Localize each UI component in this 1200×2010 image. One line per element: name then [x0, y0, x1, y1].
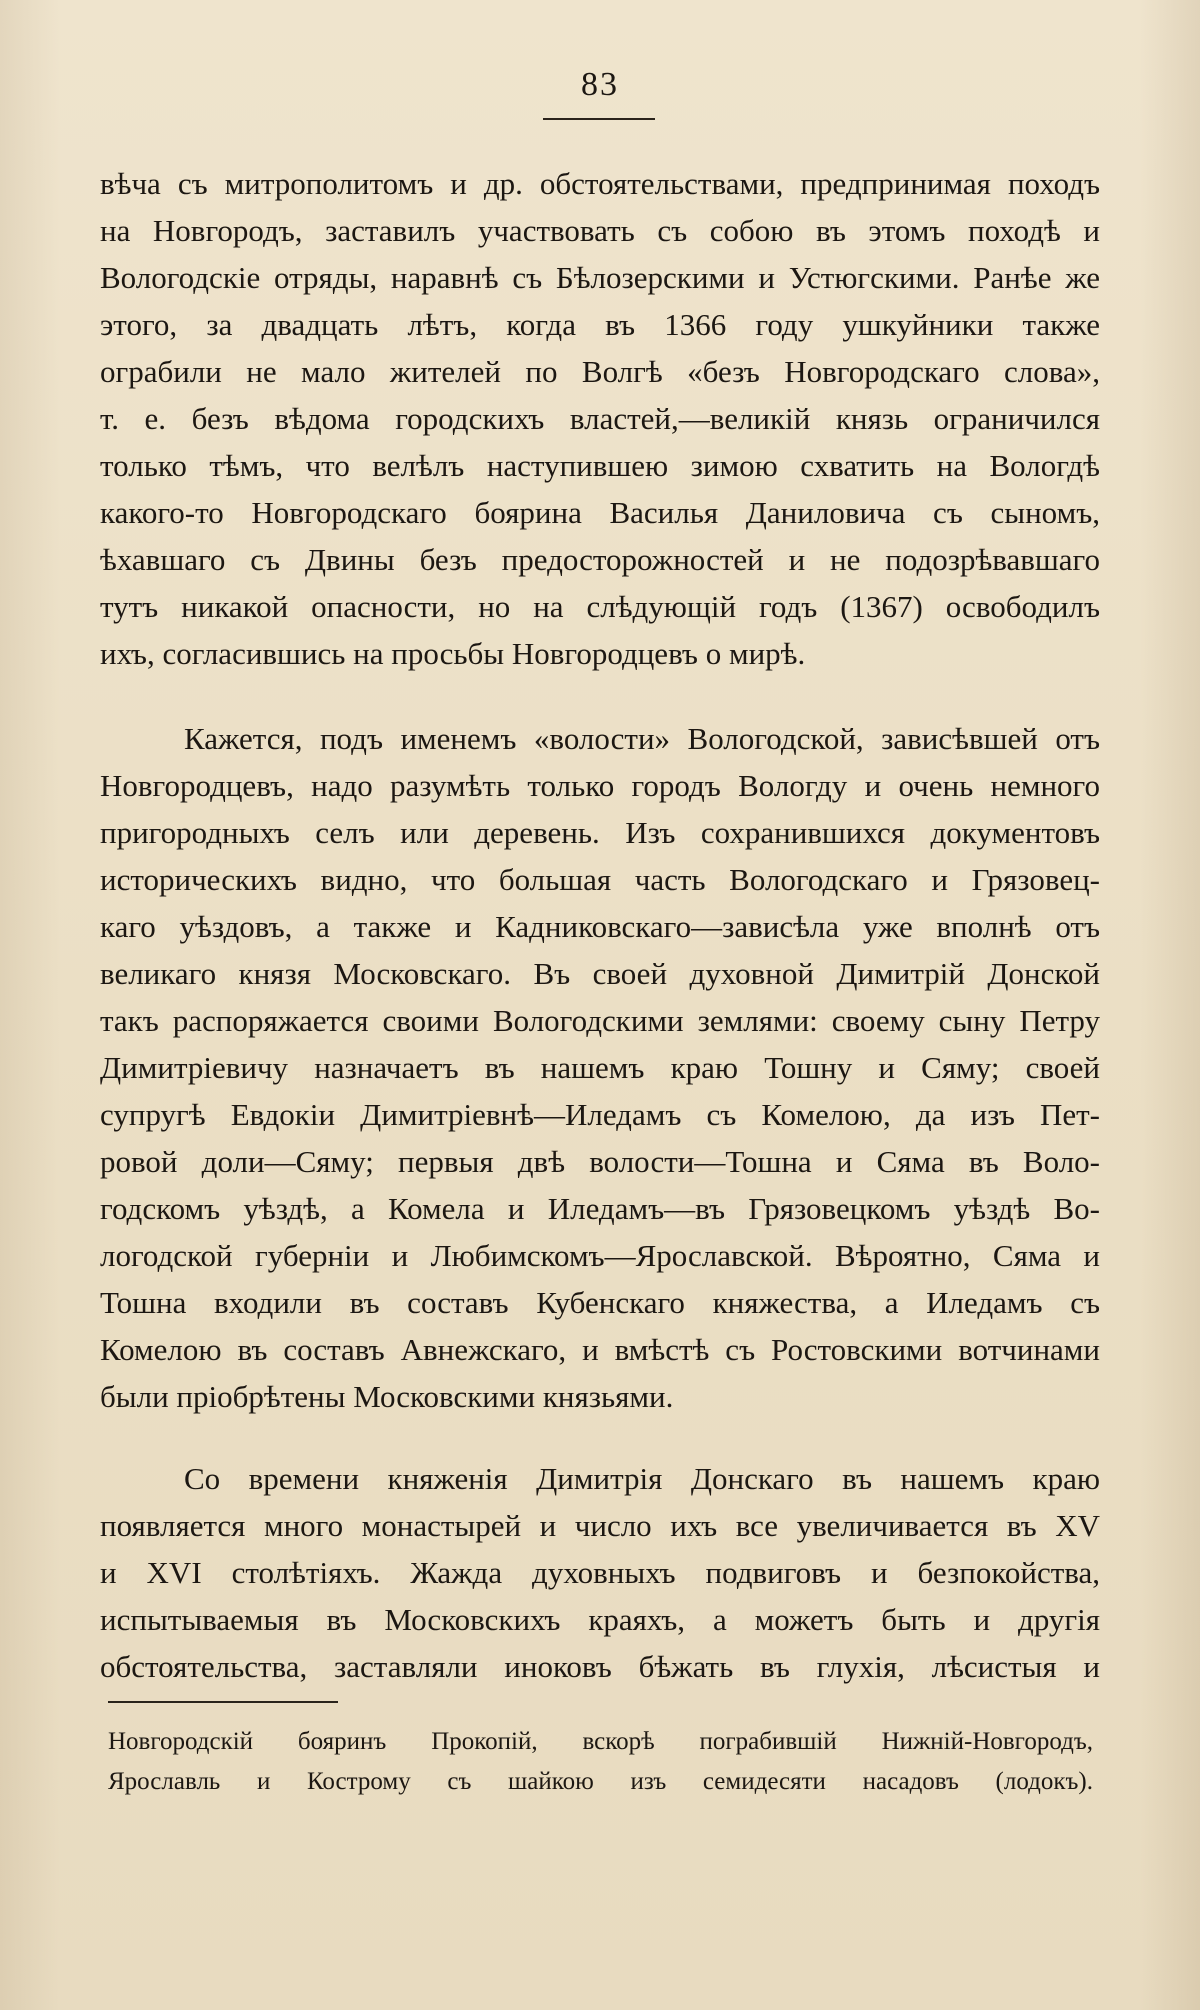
text-line: Со времени княженія Димитрія Донскаго въ нашемъ краю	[184, 1461, 1100, 1496]
text-line: Новгородцевъ, надо разумѣть только городъ Вологду и очень немного	[100, 768, 1100, 803]
text-line: только тѣмъ, что велѣлъ наступившею зимою схватить на Вологдѣ	[100, 448, 1100, 483]
text-line: появляется много монастырей и число ихъ все увеличивается въ XV	[100, 1508, 1100, 1543]
paragraph-2	[100, 715, 1100, 1420]
text-line: ограбили не мало жителей по Волгѣ «безъ Новгородскаго слова»,	[100, 354, 1100, 389]
text-line: были пріобрѣтены Московскими князьями.	[100, 1379, 674, 1414]
text-line: этого, за двадцать лѣтъ, когда въ 1366 году ушкуйники также	[100, 307, 1100, 342]
text-line: вѣча съ митрополитомъ и др. обстоятельствами, предпринимая походъ	[100, 166, 1100, 201]
text-line: Кажется, подъ именемъ «волости» Вологодской, зависѣвшей отъ	[184, 721, 1100, 756]
text-line: испытываемыя въ Московскихъ краяхъ, а можетъ быть и другія	[100, 1602, 1100, 1637]
paragraph-3	[100, 1455, 1100, 1690]
footnote	[108, 1722, 1093, 1802]
text-line: годскомъ уѣздѣ, а Комела и Иледамъ—въ Грязовецкомъ уѣздѣ Во-	[100, 1191, 1100, 1226]
text-line: каго уѣздовъ, а также и Кадниковскаго—зависѣла уже вполнѣ отъ	[100, 909, 1100, 944]
text-line: ѣхавшаго съ Двины безъ предосторожностей и не подозрѣвавшаго	[100, 542, 1100, 577]
text-line: т. е. безъ вѣдома городскихъ властей,—великій князь ограничился	[100, 401, 1100, 436]
footnote-line: Ярославль и Кострому съ шайкою изъ семидесяти насадовъ (лодокъ).	[108, 1768, 1093, 1795]
footnote-rule	[108, 1701, 338, 1703]
text-line: великаго князя Московскаго. Въ своей духовной Димитрій Донской	[100, 956, 1100, 991]
text-line: какого-то Новгородскаго боярина Василья Даниловича съ сыномъ,	[100, 495, 1100, 530]
text-line: на Новгородъ, заставилъ участвовать съ собою въ этомъ походѣ и	[100, 213, 1100, 248]
text-line: ихъ, согласившись на просьбы Новгородцевъ о мирѣ.	[100, 636, 806, 671]
page-number: 83	[581, 66, 619, 103]
text-line: логодской губерніи и Любимскомъ—Ярославской. Вѣроятно, Сяма и	[100, 1238, 1100, 1273]
text-line: ровой доли—Сяму; первыя двѣ волости—Тошна и Сяма въ Воло-	[100, 1144, 1100, 1179]
text-line: обстоятельства, заставляли иноковъ бѣжать въ глухія, лѣсистыя и	[100, 1649, 1100, 1684]
text-line: такъ распоряжается своими Вологодскими землями: своему сыну Петру	[100, 1003, 1100, 1038]
text-line: тутъ никакой опасности, но на слѣдующій годъ (1367) освободилъ	[100, 589, 1100, 624]
paragraph-1	[100, 160, 1100, 677]
text-line: Димитріевичу назначаетъ въ нашемъ краю Тошну и Сяму; своей	[100, 1050, 1100, 1085]
text-line: Тошна входили въ составъ Кубенскаго княжества, а Иледамъ съ	[100, 1285, 1100, 1320]
footnote-line: Новгородскій бояринъ Прокопій, вскорѣ пограбившій Нижній-Новгородъ,	[108, 1728, 1093, 1755]
text-line: историческихъ видно, что большая часть Вологодскаго и Грязовец-	[100, 862, 1100, 897]
text-line: супругѣ Евдокіи Димитріевнѣ—Иледамъ съ Комелою, да изъ Пет-	[100, 1097, 1100, 1132]
text-line: Вологодскіе отряды, наравнѣ съ Бѣлозерскими и Устюгскими. Ранѣе же	[100, 260, 1100, 295]
text-line: пригородныхъ селъ или деревень. Изъ сохранившихся документовъ	[100, 815, 1100, 850]
text-line: Комелою въ составъ Авнежскаго, и вмѣстѣ съ Ростовскими вотчинами	[100, 1332, 1100, 1367]
text-line: и XVI столѣтіяхъ. Жажда духовныхъ подвиговъ и безпокойства,	[100, 1555, 1100, 1590]
page-number-rule	[543, 118, 655, 120]
